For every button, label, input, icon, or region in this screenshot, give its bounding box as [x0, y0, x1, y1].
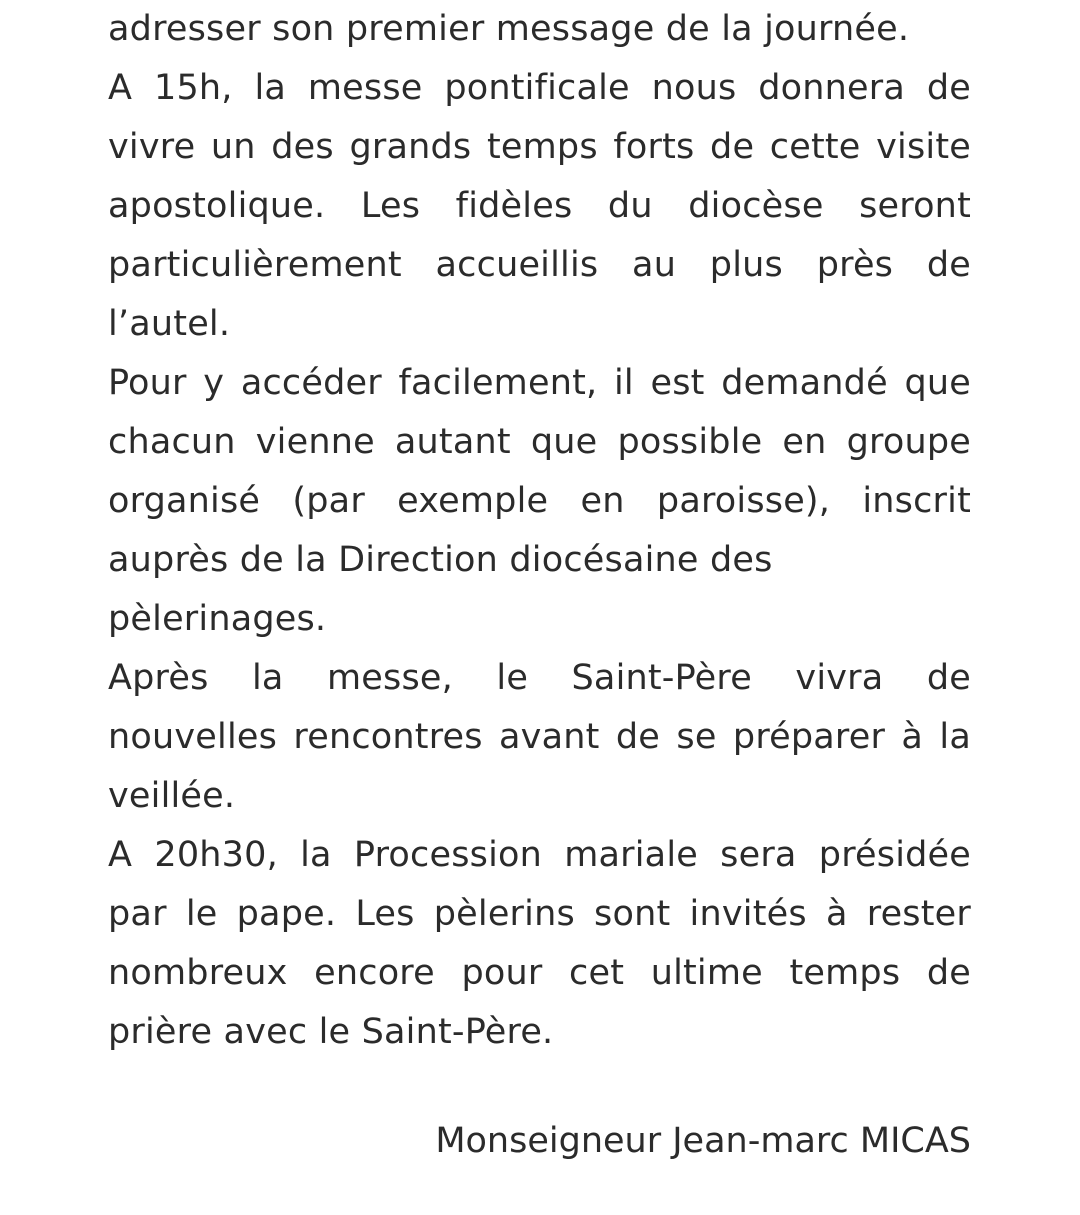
text-line: A 20h30, la Procession mariale sera présidée	[108, 835, 971, 875]
text-line: Pour y accéder facilement, il est demandé que	[108, 363, 971, 403]
text-line: A 15h, la messe pontificale nous donnera de	[108, 68, 971, 108]
document-body	[108, 0, 971, 1062]
text-line: adresser son premier message de la journée.	[108, 9, 910, 49]
text-line: par le pape. Les pèlerins sont invités à rester	[108, 894, 971, 934]
text-line: particulièrement accueillis au plus près de	[108, 245, 971, 285]
text-line: auprès de la Direction diocésaine des	[108, 540, 773, 580]
paragraph	[108, 826, 971, 1062]
text-line: vivre un des grands temps forts de cette visite	[108, 127, 971, 167]
text-line: prière avec le Saint-Père.	[108, 1012, 554, 1052]
paragraph	[108, 354, 971, 649]
paragraph	[108, 0, 971, 59]
text-line: l’autel.	[108, 304, 231, 344]
text-line: apostolique. Les fidèles du diocèse seront	[108, 186, 971, 226]
text-line: Après la messe, le Saint-Père vivra de	[108, 658, 971, 698]
paragraph	[108, 649, 971, 826]
paragraph	[108, 59, 971, 354]
text-line: pèlerinages.	[108, 599, 327, 639]
text-line: veillée.	[108, 776, 236, 816]
text-line: organisé (par exemple en paroisse), inscrit	[108, 481, 971, 521]
text-line: nombreux encore pour cet ultime temps de	[108, 953, 971, 993]
signature: Monseigneur Jean-marc MICAS	[435, 1121, 971, 1161]
text-line: nouvelles rencontres avant de se préparer à la	[108, 717, 971, 757]
text-line: chacun vienne autant que possible en groupe	[108, 422, 971, 462]
